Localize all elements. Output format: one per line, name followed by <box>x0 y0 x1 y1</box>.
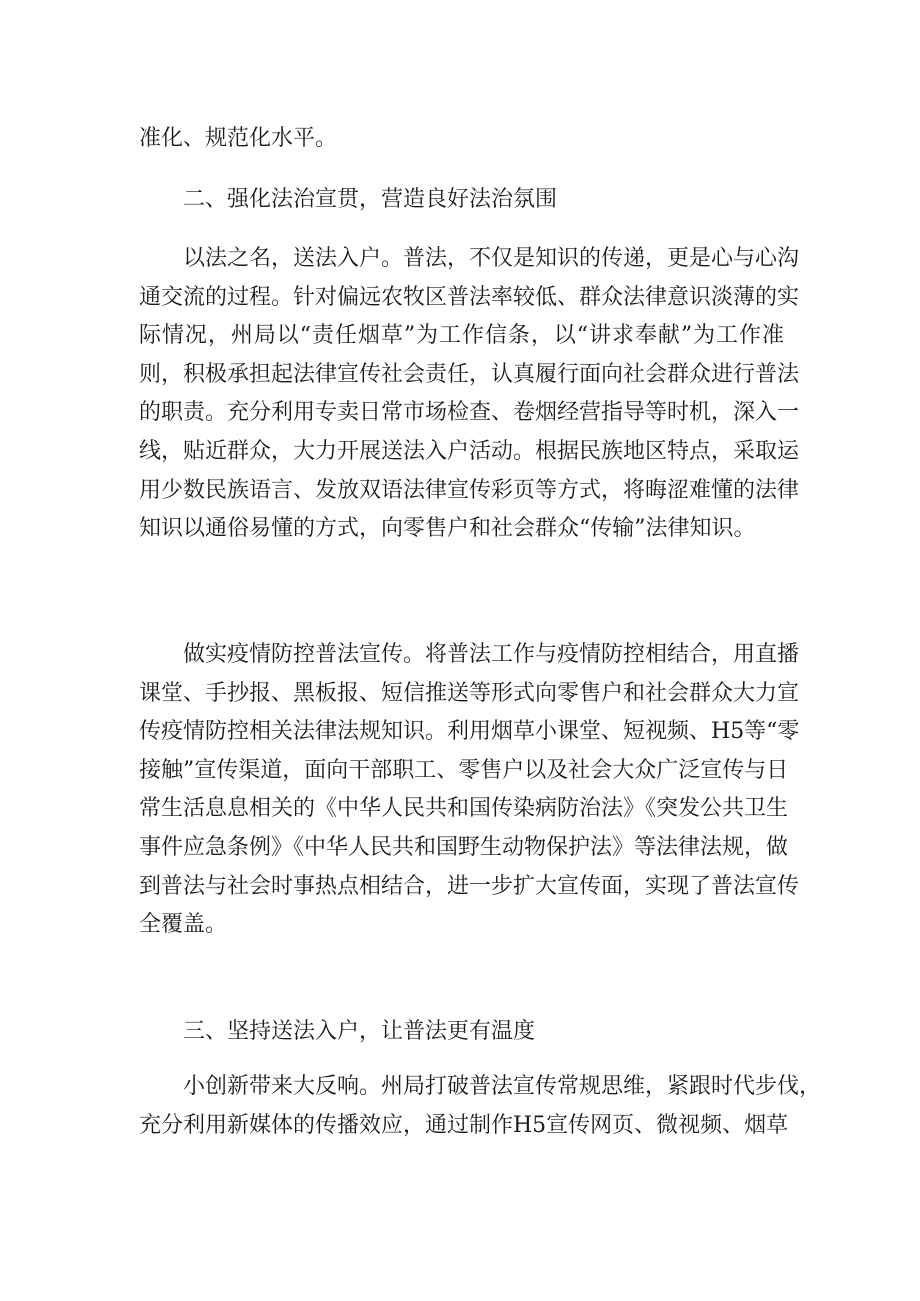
text-line: 接触”宣传渠道，面向干部职工、零售户以及社会大众广泛宣传与日 <box>139 757 789 783</box>
section-heading-3: 三、坚持送法入户，让普法更有温度 <box>183 1019 536 1044</box>
text-line: 常生活息息相关的《中华人民共和国传染病防治法》《突发公共卫生 <box>139 796 789 822</box>
text-line: 小创新带来大反响。州局打破普法宣传常规思维，紧跟时代步伐， <box>183 1074 822 1099</box>
continuation-text <box>139 120 784 159</box>
text-line: 用少数民族语言、发放双语法律宣传彩页等方式，将晦涩难懂的法律 <box>139 477 800 503</box>
text-line: 的职责。充分利用专卖日常市场检查、卷烟经营指导等时机，深入一 <box>139 400 800 426</box>
paragraph-2 <box>139 636 800 945</box>
text-line: 传疫情防控相关法律法规知识。利用烟草小课堂、短视频、H5等“零 <box>139 719 800 745</box>
text-line: 做实疫情防控普法宣传。将普法工作与疫情防控相结合，用直播 <box>183 642 800 667</box>
text-line: 则，积极承担起法律宣传社会责任，认真履行面向社会群众进行普法 <box>139 361 800 387</box>
section-heading-2: 二、强化法治宣贯，营造良好法治氛围 <box>183 187 558 212</box>
text-line: 充分利用新媒体的传播效应，通过制作H5宣传网页、微视频、烟草 <box>139 1112 789 1138</box>
text-line: 通交流的过程。针对偏远农牧区普法率较低、群众法律意识淡薄的实 <box>139 284 800 310</box>
text-line: 到普法与社会时事热点相结合，进一步扩大宣传面，实现了普法宣传 <box>139 873 800 899</box>
text-line: 线，贴近群众，大力开展送法入户活动。根据民族地区特点，采取运 <box>139 438 800 464</box>
text-line: 课堂、手抄报、黑板报、短信推送等形式向零售户和社会群众大力宣 <box>139 680 800 706</box>
text-line: 知识以通俗易懂的方式，向零售户和社会群众“传输”法律知识。 <box>139 516 756 542</box>
paragraph-3 <box>139 1068 822 1145</box>
text-line: 以法之名，送法入户。普法，不仅是知识的传递，更是心与心沟 <box>183 246 800 271</box>
text-line: 际情况，州局以“责任烟草”为工作信条，以“讲求奉献”为工作准 <box>139 323 784 349</box>
text-line: 准化、规范化水平。 <box>139 126 338 151</box>
text-line: 事件应急条例》《中华人民共和国野生动物保护法》等法律法规，做 <box>139 834 789 860</box>
paragraph-1 <box>139 240 800 549</box>
text-line: 全覆盖。 <box>139 912 228 938</box>
